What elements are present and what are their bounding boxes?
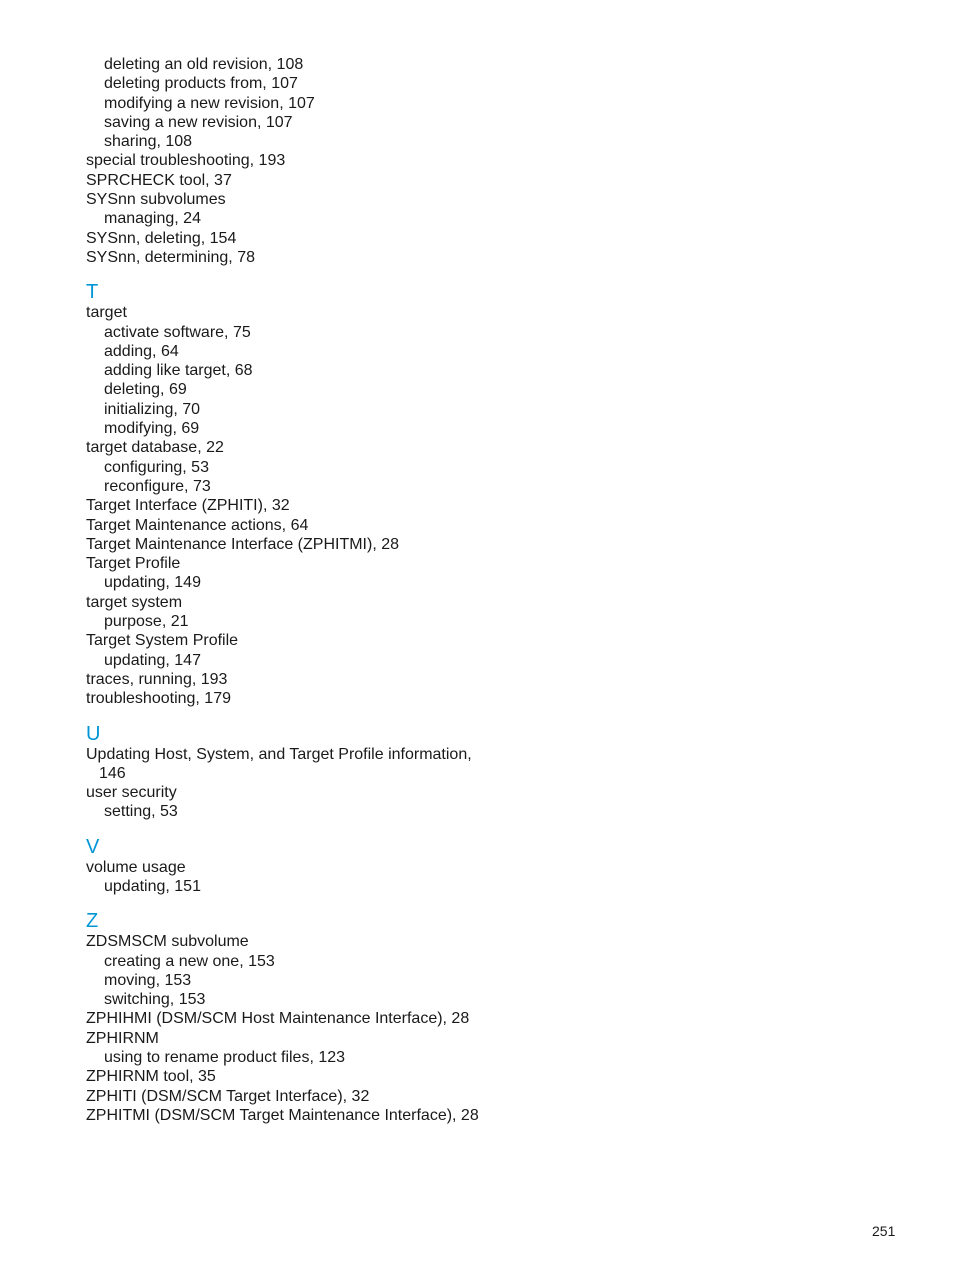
index-section-continued: [86, 55, 486, 267]
section-letter-heading: T: [86, 281, 99, 304]
index-subentry: deleting, 69: [104, 381, 187, 399]
index-entry: SYSnn, determining, 78: [86, 248, 255, 266]
index-subentry: adding like target, 68: [104, 362, 253, 380]
index-section-u: [86, 723, 486, 822]
index-subentry: updating, 151: [104, 877, 201, 895]
index-entry: ZDSMSCM subvolume: [86, 933, 249, 951]
index-entry: traces, running, 193: [86, 670, 228, 688]
index-subentry: switching, 153: [104, 991, 206, 1009]
index-entry: Target Maintenance actions, 64: [86, 516, 309, 534]
index-entry: Updating Host, System, and Target Profile information,: [86, 745, 472, 763]
index-subentry: modifying a new revision, 107: [104, 94, 315, 112]
index-subentry: adding, 64: [104, 342, 179, 360]
index-entry: ZPHITMI (DSM/SCM Target Maintenance Interface), 28: [86, 1106, 479, 1124]
section-letter-heading: U: [86, 722, 101, 745]
index-subentry: updating, 149: [104, 574, 201, 592]
index-entry: ZPHIHMI (DSM/SCM Host Maintenance Interface), 28: [86, 1010, 470, 1028]
index-entry: user security: [86, 784, 177, 802]
index-section-v: [86, 836, 486, 897]
index-subentry: managing, 24: [104, 210, 201, 228]
index-column: [86, 55, 486, 1125]
index-entry: Target Profile: [86, 555, 181, 573]
index-entry: target system: [86, 593, 183, 611]
index-subentry: deleting an old revision, 108: [104, 56, 304, 73]
index-section-t: [86, 281, 486, 708]
index-entry: ZPHITI (DSM/SCM Target Interface), 32: [86, 1087, 370, 1105]
index-subentry: initializing, 70: [104, 400, 201, 418]
page-number: 251: [872, 1223, 896, 1239]
index-entry: SPRCHECK tool, 37: [86, 171, 232, 189]
index-subentry: purpose, 21: [104, 613, 189, 631]
index-subentry: saving a new revision, 107: [104, 113, 293, 131]
index-entry: Target System Profile: [86, 632, 239, 650]
index-entry: Target Maintenance Interface (ZPHITMI), 28: [86, 535, 400, 553]
index-subentry: deleting products from, 107: [104, 75, 298, 93]
index-subentry: activate software, 75: [104, 323, 251, 341]
index-subentry: updating, 147: [104, 651, 201, 669]
index-entry: volume usage: [86, 858, 186, 876]
index-entry: target database, 22: [86, 439, 224, 457]
index-entry: target: [86, 304, 127, 322]
index-subentry: sharing, 108: [104, 133, 193, 151]
index-entry: special troubleshooting, 193: [86, 152, 286, 170]
index-entry: SYSnn, deleting, 154: [86, 229, 237, 247]
index-entry-continuation: 146: [99, 764, 126, 782]
index-entry: ZPHIRNM: [86, 1029, 159, 1047]
index-subentry: configuring, 53: [104, 458, 209, 476]
section-letter-heading: V: [86, 835, 100, 858]
index-section-z: [86, 910, 486, 1125]
index-subentry: setting, 53: [104, 803, 178, 821]
index-entry: SYSnn subvolumes: [86, 191, 226, 209]
index-entry: troubleshooting, 179: [86, 690, 231, 708]
index-subentry: modifying, 69: [104, 420, 200, 438]
section-letter-heading: Z: [86, 910, 99, 933]
index-entry: ZPHIRNM tool, 35: [86, 1068, 216, 1086]
index-subentry: reconfigure, 73: [104, 477, 211, 495]
index-subentry: using to rename product files, 123: [104, 1049, 346, 1067]
index-subentry: creating a new one, 153: [104, 952, 275, 970]
index-entry: Target Interface (ZPHITI), 32: [86, 497, 290, 515]
index-subentry: moving, 153: [104, 971, 192, 989]
